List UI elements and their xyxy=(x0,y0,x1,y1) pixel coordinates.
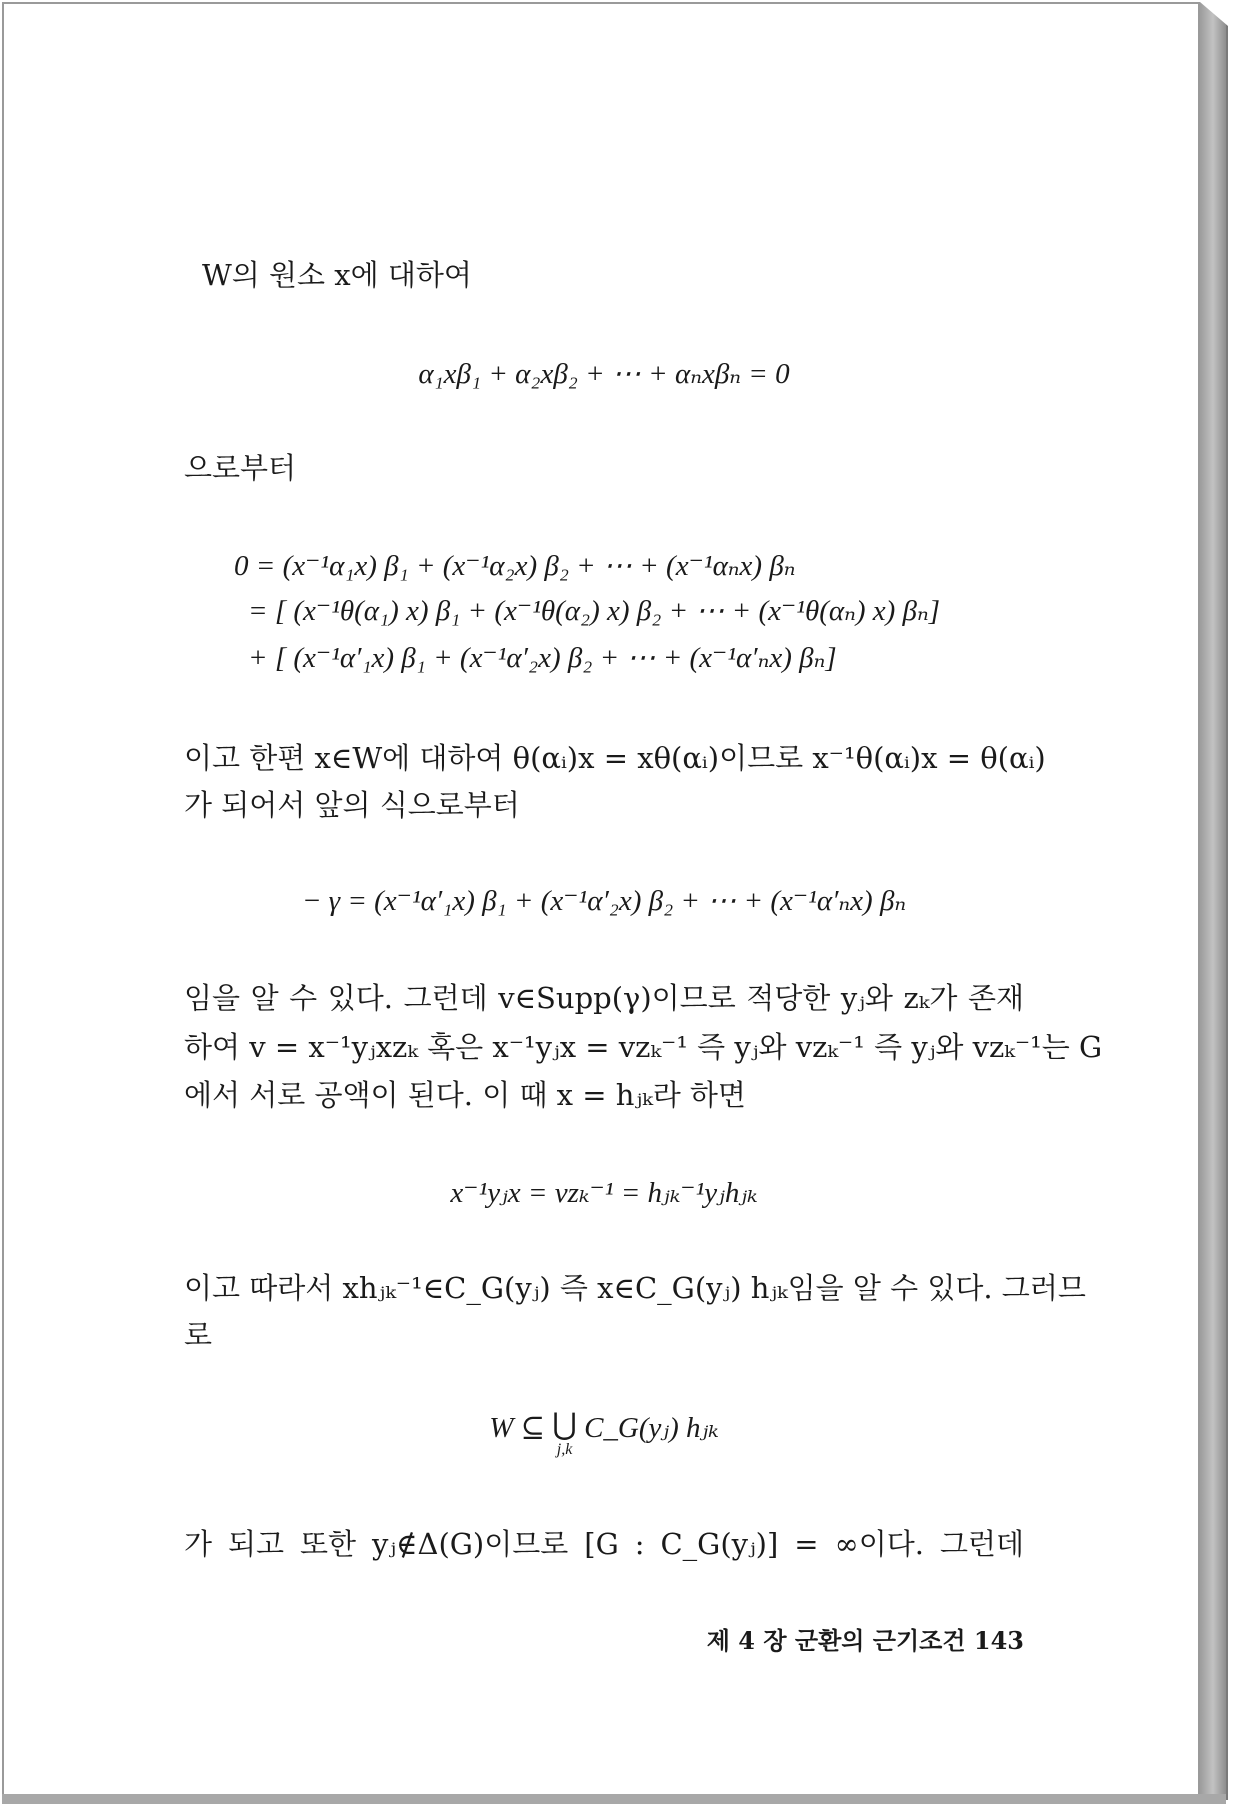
equation-3: − γ = (x⁻¹α′₁x) β₁ + (x⁻¹α′₂x) β₂ + ⋯ + (x⁻¹α′ₙx) βₙ xyxy=(301,885,907,917)
text-line-6: 하여 v = x⁻¹yⱼxzₖ 혹은 x⁻¹yⱼx = vzₖ⁻¹ 즉 yⱼ와 vzₖ⁻¹ 즉 yⱼ와 vzₖ⁻¹는 G xyxy=(184,1030,1103,1064)
equation-2a: 0 = (x⁻¹α₁x) β₁ + (x⁻¹α₂x) β₂ + ⋯ + (x⁻¹αₙx) βₙ xyxy=(234,550,796,582)
text-line-1: W의 원소 x에 대하여 xyxy=(202,258,472,292)
union-operator xyxy=(552,1410,577,1458)
equation-1: α₁xβ₁ + α₂xβ₂ + ⋯ + αₙxβₙ = 0 xyxy=(418,358,790,390)
equation-2b: = [ (x⁻¹θ(α₁) x) β₁ + (x⁻¹θ(α₂) x) β₂ + ⋯ + (x⁻¹θ(αₙ) x) βₙ] xyxy=(248,595,941,627)
equation-2c: + [ (x⁻¹α′₁x) β₁ + (x⁻¹α′₂x) β₂ + ⋯ + (x⁻¹α′ₙx) βₙ] xyxy=(248,642,837,674)
text-line-5: 임을 알 수 있다. 그런데 v∈Supp(γ)이므로 적당한 yⱼ와 zₖ가 존재 xyxy=(184,981,1024,1015)
page-edge-right xyxy=(1200,2,1228,1800)
text-line-4: 가 되어서 앞의 식으로부터 xyxy=(184,788,520,822)
text-line-7: 에서 서로 공액이 된다. 이 때 x = hⱼₖ라 하면 xyxy=(184,1078,746,1112)
page-footer: 제 4 장 군환의 근기조건 143 xyxy=(706,1626,1024,1655)
text-line-2: 으로부터 xyxy=(184,451,297,485)
text-line-3: 이고 한편 x∈W에 대하여 θ(αᵢ)x = xθ(αᵢ)이므로 x⁻¹θ(αᵢ)x = θ(αᵢ) xyxy=(184,741,1046,775)
equation-5 xyxy=(184,1410,1024,1458)
text-line-10: 가 되고 또한 yⱼ∉Δ(G)이므로 [G : C_G(yⱼ)] = ∞이다. 그런데 xyxy=(184,1527,1024,1561)
equation-5-right: C_G(yⱼ) hⱼₖ xyxy=(584,1412,719,1444)
text-line-9: 로 xyxy=(184,1318,213,1352)
equation-5-left: W ⊆ xyxy=(489,1412,545,1444)
union-symbol: ⋃ xyxy=(552,1408,577,1441)
equation-4: x⁻¹yⱼx = vzₖ⁻¹ = hⱼₖ⁻¹yⱼhⱼₖ xyxy=(450,1177,758,1209)
union-subscript: j,k xyxy=(556,1441,573,1458)
text-line-8: 이고 따라서 xhⱼₖ⁻¹∈C_G(yⱼ) 즉 x∈C_G(yⱼ) hⱼₖ임을 알 수 있다. 그러므 xyxy=(184,1271,1086,1305)
page-edge-bottom xyxy=(2,1794,1226,1804)
